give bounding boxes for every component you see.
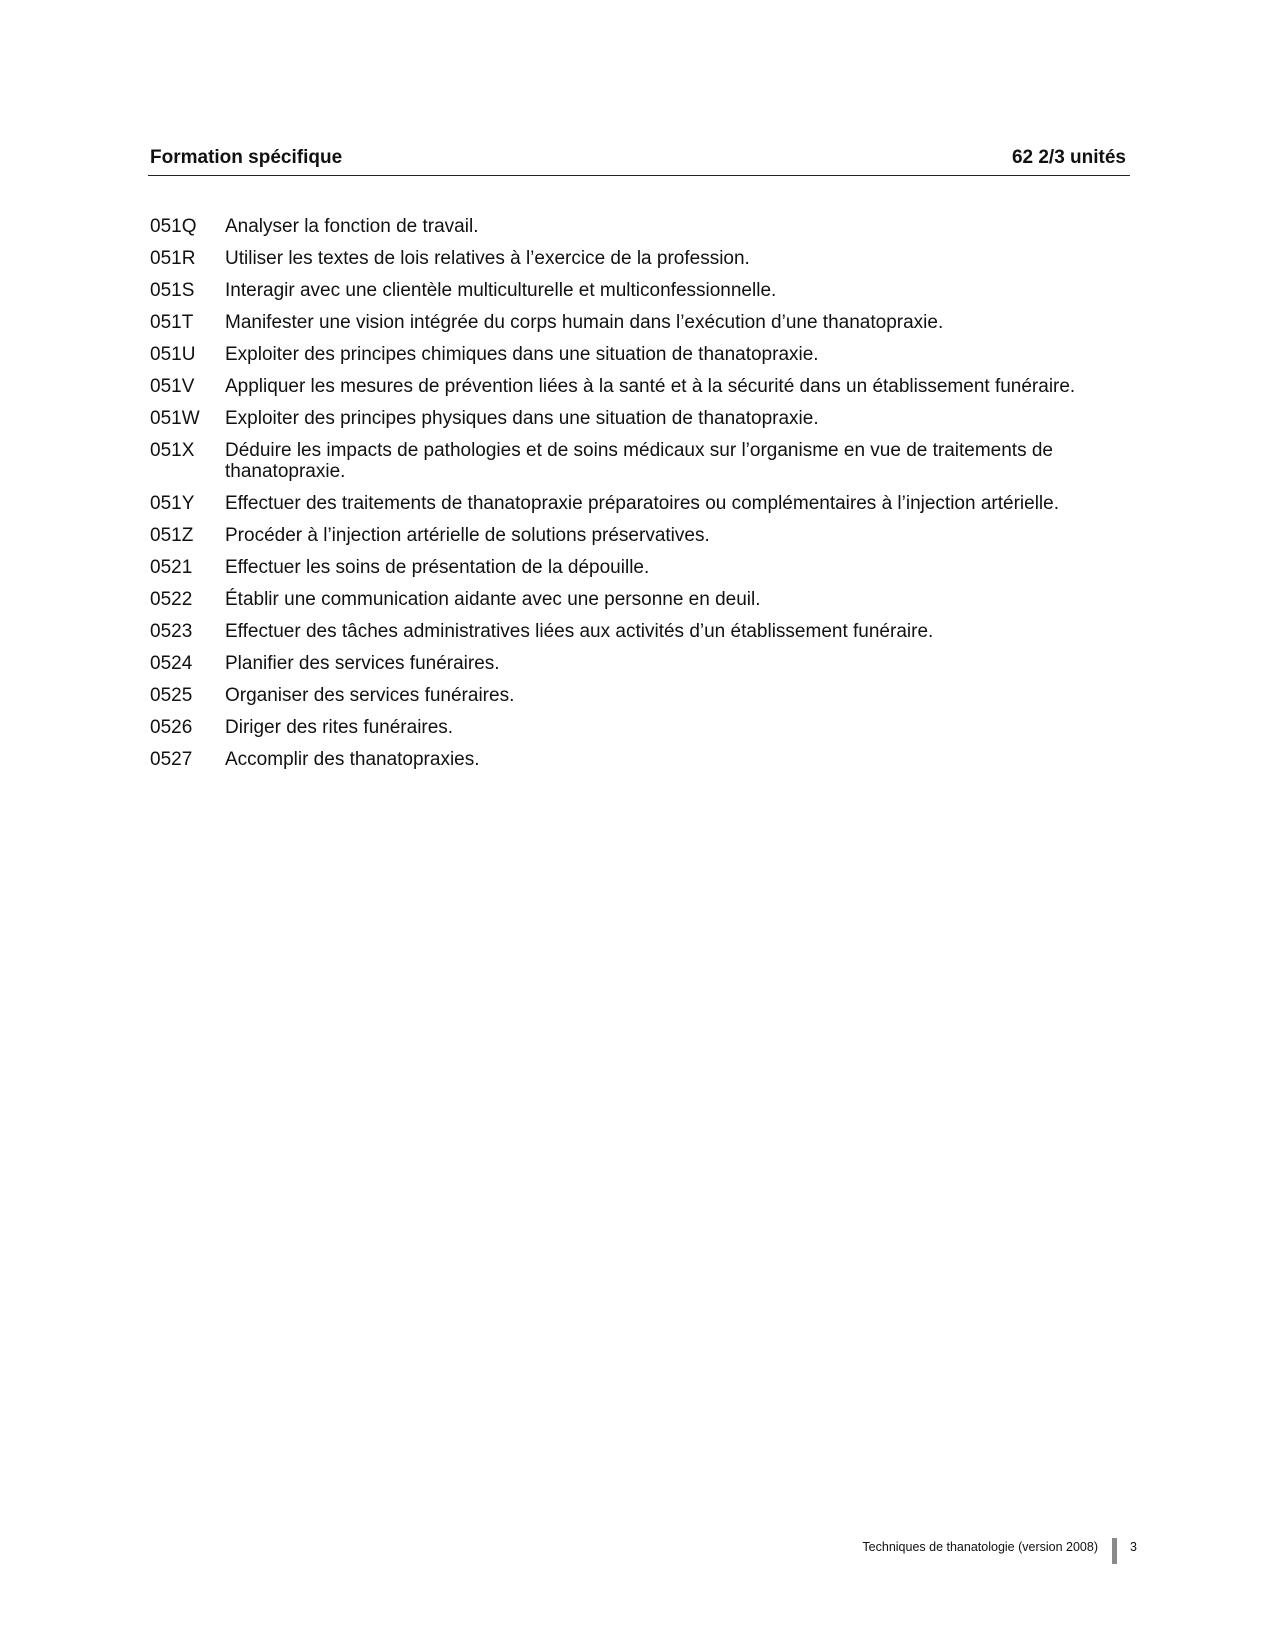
competency-code: 0521 [150,557,193,578]
list-item [150,493,1110,514]
competency-text: Manifester une vision intégrée du corps humain dans l’exécution d’une thanatopraxie. [225,312,944,333]
list-item [150,685,1110,706]
competency-code: 0523 [150,621,193,642]
page-footer [0,1540,1275,1570]
competency-text: Diriger des rites funéraires. [225,717,454,738]
list-item [150,589,1110,610]
list-item [150,653,1110,674]
competency-code: 051Y [150,493,195,514]
list-item [150,216,1110,237]
section-units: 62 2/3 unités [1011,147,1126,168]
list-item [150,557,1110,578]
competency-code: 0525 [150,685,193,706]
list-item [150,749,1110,770]
competency-code: 051T [150,312,194,333]
competency-text: Déduire les impacts de pathologies et de soins médicaux sur l’organisme en vue de traitements de thanatopraxie. [225,440,1054,482]
list-item [150,344,1110,365]
competency-code: 051V [150,376,195,397]
competency-text: Analyser la fonction de travail. [225,216,479,237]
list-item [150,280,1110,301]
competency-code: 051U [150,344,196,365]
competency-text: Effectuer des tâches administratives liées aux activités d’un établissement funéraire. [225,621,934,642]
competency-code: 051S [150,280,195,301]
footer-title: Techniques de thanatologie (version 2008) [862,1540,1098,1554]
competency-text: Accomplir des thanatopraxies. [225,749,480,770]
page-number: 3 [1130,1540,1137,1554]
competency-text: Effectuer des traitements de thanatopraxie préparatoires ou complémentaires à l’injection artérielle. [225,493,1059,514]
competency-text: Exploiter des principes physiques dans une situation de thanatopraxie. [225,408,819,429]
list-item [150,621,1110,642]
list-item [150,717,1110,738]
list-item [150,376,1110,397]
list-item [150,525,1110,546]
competency-text: Procéder à l’injection artérielle de solutions préservatives. [225,525,710,546]
competency-text: Interagir avec une clientèle multiculturelle et multiconfessionnelle. [225,280,777,301]
list-item [150,408,1110,429]
list-item [150,312,1110,333]
competency-list [150,216,1110,781]
competency-text: Utiliser les textes de lois relatives à l’exercice de la profession. [225,248,750,269]
competency-text: Appliquer les mesures de prévention liées à la santé et à la sécurité dans un établissement funéraire. [225,376,1076,397]
footer-divider [1112,1538,1117,1564]
competency-code: 0526 [150,717,193,738]
list-item [150,248,1110,269]
competency-code: 0522 [150,589,193,610]
competency-text: Effectuer les soins de présentation de la dépouille. [225,557,650,578]
competency-code: 051W [150,408,200,429]
competency-code: 0524 [150,653,193,674]
competency-code: 051Z [150,525,194,546]
competency-code: 051R [150,248,196,269]
competency-text: Planifier des services funéraires. [225,653,500,674]
competency-code: 0527 [150,749,193,770]
section-title: Formation spécifique [150,147,343,168]
competency-text: Exploiter des principes chimiques dans une situation de thanatopraxie. [225,344,819,365]
competency-code: 051Q [150,216,197,237]
section-header [148,147,1130,176]
competency-text: Établir une communication aidante avec une personne en deuil. [225,589,761,610]
list-item [150,440,1110,482]
competency-code: 051X [150,440,195,461]
competency-text: Organiser des services funéraires. [225,685,515,706]
